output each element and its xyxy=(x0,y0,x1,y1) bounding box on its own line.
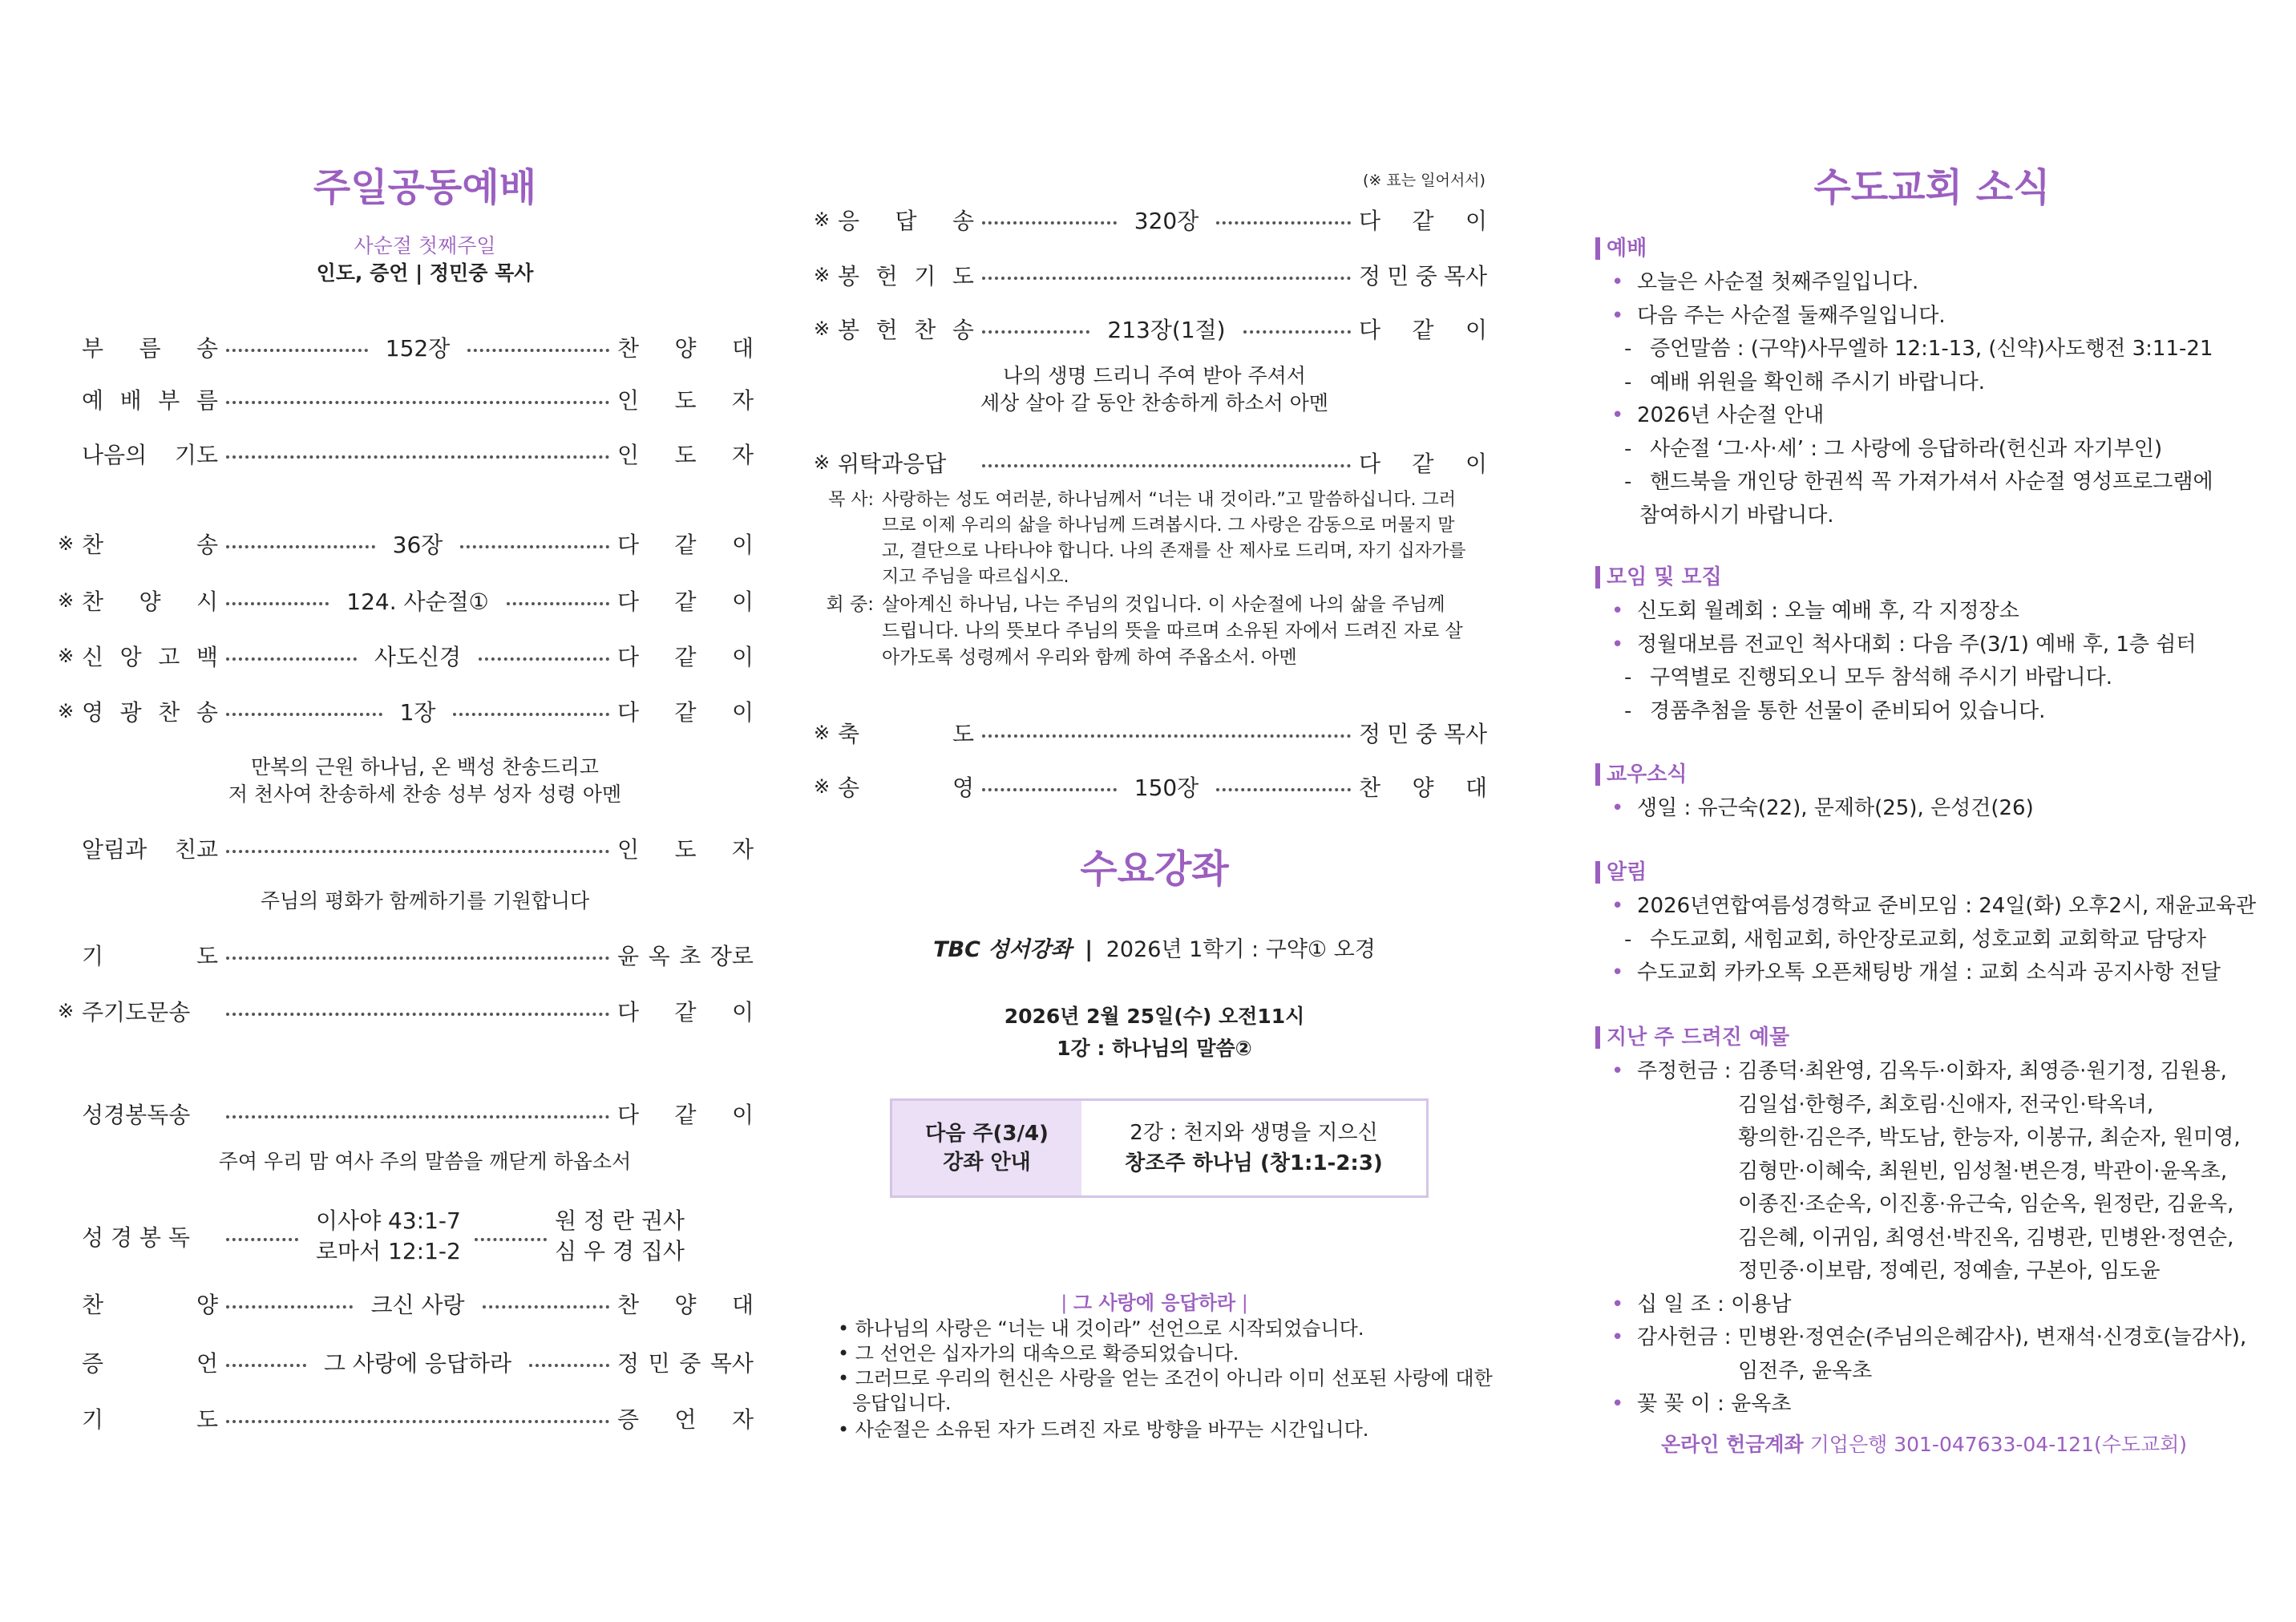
order-label: 예 배 부 름 xyxy=(82,387,218,414)
order-label: 주기도문송 xyxy=(82,999,191,1025)
study-course-line: TBC 성서강좌 | 2026년 1학기 : 구약① 오경 xyxy=(933,937,1376,962)
order-label: 기 도 xyxy=(82,1406,218,1433)
order-label: 부 름 송 xyxy=(82,335,218,362)
news-line: • 꽃 꽂 이 : 윤옥초 xyxy=(1611,1392,1792,1416)
stand-mark: ※ xyxy=(814,722,831,744)
order-leader: 다 같 이 xyxy=(1359,317,1488,343)
order-row xyxy=(58,831,754,865)
order-row xyxy=(58,1097,754,1131)
news-line: - 예배 위원을 확인해 주시기 바랍니다. xyxy=(1624,370,1986,394)
order-leader: 찬 양 대 xyxy=(617,1292,754,1318)
order-row xyxy=(814,312,1487,346)
congregation-text: 살아계신 하나님, 나는 주님의 것입니다. 이 사순절에 나의 삶을 주님께 드립니다. 나의 뜻보다 주님의 뜻을 따르며 소유된 자에서 드려진 자로 살아가도록 성령께서 우리와 함께 하여 주옵소서. 아멘 xyxy=(882,594,1463,668)
order-leader: 인 도 자 xyxy=(617,442,754,468)
order-label: 응 답 송 xyxy=(838,208,974,234)
news-line: 김은혜, 이귀임, 최영선·박진옥, 김병관, 민병완·정연순, xyxy=(1738,1225,2234,1250)
order-label: 나음의 기도 xyxy=(82,442,218,468)
news-section-heading: 예배 xyxy=(1595,237,1647,260)
account-label: 온라인 헌금계좌 xyxy=(1660,1433,1804,1456)
study-lecture: 1강 : 하나님의 말씀② xyxy=(1057,1037,1252,1060)
hymn-line: 세상 살아 갈 동안 찬송하게 하소서 아멘 xyxy=(980,391,1329,415)
order-row xyxy=(814,203,1487,237)
order-leader: 인 도 자 xyxy=(617,387,754,414)
order-row xyxy=(58,330,754,364)
study-schedule xyxy=(850,1001,1459,1065)
news-line: • 감사헌금 : 민병완·정연순(주님의은혜감사), 변재석·신경호(늘감사), xyxy=(1611,1325,2247,1349)
order-label: 축 도 xyxy=(838,721,974,747)
order-leader: 정 민 중 목사 xyxy=(617,1350,754,1377)
news-line: • 십 일 조 : 이용남 xyxy=(1611,1292,1792,1317)
news-line: 참여하시기 바랍니다. xyxy=(1639,503,1834,528)
reading-readers: 원 정 란 권사 심 우 경 집사 xyxy=(555,1207,685,1264)
doxology-line: 저 천사여 찬송하세 찬송 성부 성자 성령 아멘 xyxy=(228,783,622,806)
order-detail: 사도신경 xyxy=(374,644,462,670)
order-leader: 다 같 이 xyxy=(617,644,754,670)
news-line: • 다음 주는 사순절 둘째주일입니다. xyxy=(1611,303,1946,328)
order-label: 증 언 xyxy=(82,1350,218,1377)
order-label: 신 앙 고 백 xyxy=(82,644,218,670)
doxology-line: 만복의 근원 하나님, 온 백성 찬송드리고 xyxy=(250,755,600,779)
season-label: 사순절 첫째주일 xyxy=(354,234,496,257)
order-detail: 그 사랑에 응답하라 xyxy=(323,1350,512,1377)
order-row xyxy=(58,994,754,1028)
sermon-point: • 사순절은 소유된 자가 드려진 자로 방향을 바꾸는 시간입니다. xyxy=(838,1418,1369,1441)
stand-mark: ※ xyxy=(814,208,831,231)
order-label: 송 영 xyxy=(838,775,974,801)
congregation-label: 회 중: xyxy=(826,594,874,615)
news-line: 이종진·조순옥, 이진홍·유근숙, 임순옥, 원정란, 김윤옥, xyxy=(1738,1192,2234,1216)
order-row xyxy=(58,437,754,471)
order-label: 봉 헌 기 도 xyxy=(838,263,974,289)
order-label: 찬 양 시 xyxy=(82,589,218,615)
news-line: 정민중·이보람, 정예린, 정예솔, 구본아, 임도윤 xyxy=(1738,1259,2161,1283)
order-label: 알림과 친교 xyxy=(82,836,218,863)
offering-hymn-note xyxy=(850,362,1459,417)
stand-mark: ※ xyxy=(58,700,75,722)
news-line: • 2026년 사순절 안내 xyxy=(1611,403,1825,427)
order-row xyxy=(814,770,1487,803)
order-label: 위탁과응답 xyxy=(838,451,947,477)
stand-mark: ※ xyxy=(58,645,75,667)
order-label: 성경봉독송 xyxy=(82,1102,191,1128)
order-row xyxy=(814,258,1487,292)
order-row xyxy=(58,527,754,560)
worship-title: 주일공동예배 xyxy=(313,165,537,210)
account-line xyxy=(1595,1429,2253,1458)
pastor-response xyxy=(802,487,1467,590)
order-detail: 1장 xyxy=(399,699,436,726)
order-label: 기 도 xyxy=(82,943,218,969)
news-line: - 사순절 ‘그·사·세’ : 그 사랑에 응답하라(헌신과 자기부인) xyxy=(1624,436,2163,461)
order-label: 봉 헌 찬 송 xyxy=(838,317,974,343)
order-leader: 찬 양 대 xyxy=(617,335,754,362)
account-number: 기업은행 301-047633-04-121(수도교회) xyxy=(1809,1433,2188,1456)
hymn-line: 나의 생명 드리니 주여 받아 주셔서 xyxy=(1003,364,1306,387)
sermon-point: • 그러므로 우리의 헌신은 사랑을 얻는 조건이 아니라 이미 선포된 사랑에 대한 응답입니다. xyxy=(838,1367,1493,1414)
order-detail: 36장 xyxy=(392,532,443,558)
scripture-prayer-note: 주여 우리 맘 여사 주의 말씀을 깨닫게 하옵소서 xyxy=(218,1150,632,1173)
stand-mark: ※ xyxy=(58,1000,75,1022)
order-leader: 찬 양 대 xyxy=(1359,775,1487,801)
reading-row xyxy=(58,1203,754,1270)
stand-mark: ※ xyxy=(58,589,75,612)
order-leader: 윤 옥 초 장로 xyxy=(617,943,754,969)
news-line: 김형만·이혜숙, 최원빈, 임성철·변은경, 박관이·윤옥초, xyxy=(1738,1159,2228,1183)
study-brand: TBC 성서강좌 xyxy=(933,937,1072,962)
order-row xyxy=(58,938,754,972)
order-label: 찬 양 xyxy=(82,1292,218,1318)
order-row xyxy=(58,382,754,416)
peace-note: 주님의 평화가 함께하기를 기원합니다 xyxy=(260,889,590,912)
order-leader: 다 같 이 xyxy=(1359,451,1487,477)
order-leader: 다 같 이 xyxy=(617,699,754,726)
order-row xyxy=(58,639,754,673)
order-detail: 320장 xyxy=(1134,208,1199,234)
pastor-text: 사랑하는 성도 여러분, 하나님께서 “너는 내 것이라.”고 말씀하십니다. 그러므로 이제 우리의 삶을 하나님께 드려봅시다. 그 사랑은 감동으로 머물지 말고, 결단으로 나타나야 합니다. 나의 존재를 산 제사로 드리며, 자기 십자가를 지고 주님을 따르십시오. xyxy=(882,490,1466,587)
order-detail: 크신 사랑 xyxy=(370,1292,465,1318)
order-detail: 213장(1절) xyxy=(1107,317,1226,343)
order-row xyxy=(58,1287,754,1321)
news-section-heading: 교우소식 xyxy=(1595,763,1687,786)
news-line: - 수도교회, 새힘교회, 하안장로교회, 성호교회 교회학교 담당자 xyxy=(1624,927,2207,952)
news-line: 김일섭·한형주, 최호림·신애자, 전국인·탁옥녀, xyxy=(1738,1092,2154,1117)
leaders-label: 인도, 증언 | 정민중 목사 xyxy=(316,261,534,285)
order-leader: 다 같 이 xyxy=(617,999,754,1025)
news-line: • 주정헌금 : 김종덕·최완영, 김옥두·이화자, 최영증·원기정, 김원용, xyxy=(1611,1059,2227,1083)
study-course: 2026년 1학기 : 구약① 오경 xyxy=(1106,937,1376,962)
news-section-heading: 알림 xyxy=(1595,861,1647,884)
next-lecture-box xyxy=(890,1098,1429,1198)
pastor-label: 목 사: xyxy=(828,490,874,510)
order-leader: 다 같 이 xyxy=(617,589,754,615)
news-line: - 핸드북을 개인당 한권씩 꼭 가져가셔서 사순절 영성프로그램에 xyxy=(1624,470,2213,494)
order-row xyxy=(58,694,754,728)
news-line: • 신도회 월례회 : 오늘 예배 후, 각 지정장소 xyxy=(1611,599,2019,623)
order-leader: 증 언 자 xyxy=(617,1406,754,1433)
order-row xyxy=(58,1402,754,1435)
news-title: 수도교회 소식 xyxy=(1813,165,2051,210)
stand-mark: ※ xyxy=(814,264,831,286)
news-line: 임전주, 윤옥초 xyxy=(1738,1358,1873,1383)
order-row xyxy=(58,584,754,617)
news-line: • 수도교회 카카오톡 오픈채팅방 개설 : 교회 소식과 공지사항 전달 xyxy=(1611,961,2221,985)
stand-mark: ※ xyxy=(58,532,75,555)
stand-mark: ※ xyxy=(814,451,831,474)
order-row xyxy=(814,446,1487,479)
order-leader: 다 같 이 xyxy=(617,532,754,558)
news-section-heading: 지난 주 드려진 예물 xyxy=(1595,1026,1789,1049)
sermon-point: • 그 선언은 십자가의 대속으로 확증되었습니다. xyxy=(838,1342,1239,1365)
news-line: • 생일 : 유근숙(22), 문제하(25), 은성건(26) xyxy=(1611,796,2034,820)
stand-note: (※ 표는 일어서서) xyxy=(1363,172,1486,189)
news-line: - 증언말씀 : (구약)사무엘하 12:1-13, (신약)사도행전 3:11-21 xyxy=(1624,337,2213,361)
news-line: • 정월대보름 전교인 척사대회 : 다음 주(3/1) 예배 후, 1층 쉼터 xyxy=(1611,632,2197,657)
stand-mark: ※ xyxy=(814,318,831,340)
news-line: - 경품추첨을 통한 선물이 준비되어 있습니다. xyxy=(1624,698,2046,723)
order-row xyxy=(58,1345,754,1379)
news-line: - 구역별로 진행되오니 모두 참석해 주시기 바랍니다. xyxy=(1624,665,2113,690)
order-leader: 다 같 이 xyxy=(617,1102,754,1128)
study-title: 수요강좌 xyxy=(1080,847,1229,892)
order-leader: 정 민 중 목사 xyxy=(1359,721,1487,747)
order-detail: 124. 사순절① xyxy=(346,589,489,615)
reading-label: 성 경 봉 독 xyxy=(82,1224,190,1251)
worship-subtitle xyxy=(208,233,641,287)
congregation-response xyxy=(802,592,1467,671)
order-detail: 152장 xyxy=(385,335,451,362)
news-line: 황의한·김은주, 박도남, 한능자, 이봉규, 최순자, 원미영, xyxy=(1738,1126,2241,1150)
study-date: 2026년 2월 25일(수) 오전11시 xyxy=(1004,1005,1305,1028)
sermon-point: • 하나님의 사랑은 “너는 내 것이라” 선언으로 시작되었습니다. xyxy=(838,1317,1364,1340)
order-label: 찬 송 xyxy=(82,532,218,558)
next-lecture-label: 다음 주(3/4) 강좌 안내 xyxy=(892,1101,1081,1195)
stand-mark: ※ xyxy=(814,775,831,798)
order-leader: 다 같 이 xyxy=(1359,208,1487,234)
doxology-note xyxy=(128,754,722,808)
order-row xyxy=(814,716,1487,750)
reading-passages: 이사야 43:1-7 로마서 12:1-2 xyxy=(316,1207,461,1264)
news-line: • 오늘은 사순절 첫째주일입니다. xyxy=(1611,270,1919,294)
news-section-heading: 모임 및 모집 xyxy=(1595,566,1722,589)
news-line: • 2026년연합여름성경학교 준비모임 : 24일(화) 오후2시, 재윤교육관 xyxy=(1611,894,2257,918)
order-detail: 150장 xyxy=(1134,775,1199,801)
sermon-heading: | 그 사랑에 응답하라 | xyxy=(1061,1292,1248,1314)
order-label: 영 광 찬 송 xyxy=(82,699,218,726)
order-leader: 인 도 자 xyxy=(617,836,754,863)
order-leader: 정 민 중 목사 xyxy=(1359,263,1487,289)
next-lecture-topic: 2강 : 천지와 생명을 지으신 창조주 하나님 (창1:1-2:3) xyxy=(1125,1121,1383,1175)
